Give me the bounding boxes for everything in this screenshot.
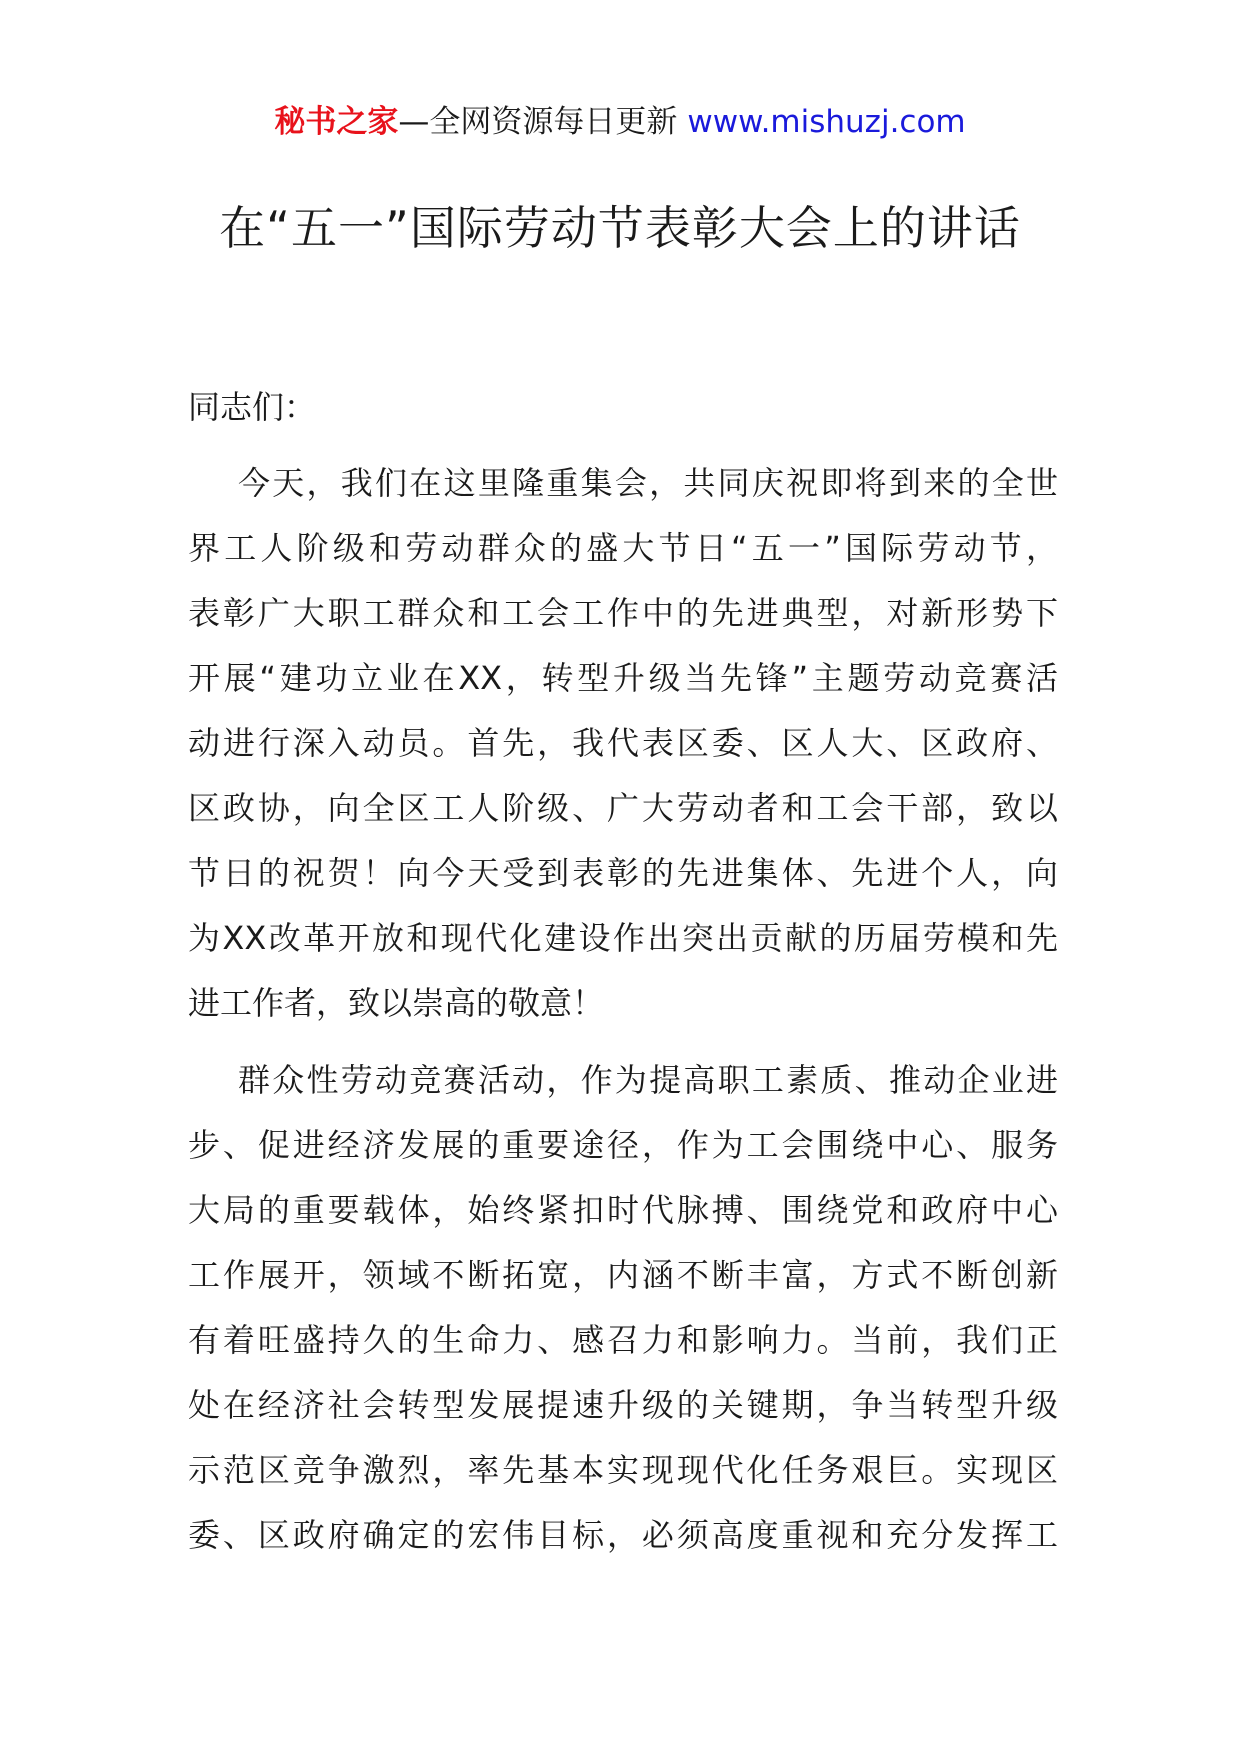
paragraph-2 xyxy=(188,1048,1058,1568)
text-line: 开展“建功立业在XX，转型升级当先锋”主题劳动竞赛活 xyxy=(188,659,1058,697)
document-title: 在“五一”国际劳动节表彰大会上的讲话 xyxy=(219,201,1021,255)
document-body xyxy=(188,385,1058,1580)
text-line: 群众性劳动竞赛活动，作为提高职工素质、推动企业进 xyxy=(238,1061,1058,1099)
text-line: 区政协，向全区工人阶级、广大劳动者和工会干部，致以 xyxy=(188,789,1058,827)
text-line: 示范区竞争激烈，率先基本实现现代化任务艰巨。实现区 xyxy=(188,1451,1058,1489)
text-line: 动进行深入动员。首先，我代表区委、区人大、区政府、 xyxy=(188,724,1058,762)
salutation: 同志们： xyxy=(188,388,317,426)
brand-name: 秘书之家 xyxy=(274,104,399,140)
site-header xyxy=(0,100,1240,144)
text-line: 大局的重要载体，始终紧扣时代脉搏、围绕党和政府中心 xyxy=(188,1191,1058,1229)
text-line: 有着旺盛持久的生命力、感召力和影响力。当前，我们正 xyxy=(188,1321,1058,1359)
text-line: 处在经济社会转型发展提速升级的关键期，争当转型升级 xyxy=(188,1386,1058,1424)
text-line: 表彰广大职工群众和工会工作中的先进典型，对新形势下 xyxy=(188,594,1058,632)
text-line: 界工人阶级和劳动群众的盛大节日“五一”国际劳动节， xyxy=(188,529,1058,567)
site-url-link[interactable]: www.mishuzj.com xyxy=(687,104,966,140)
text-line: 今天，我们在这里隆重集会，共同庆祝即将到来的全世 xyxy=(238,464,1058,502)
site-tagline: —全网资源每日更新 xyxy=(398,104,678,140)
text-line: 步、促进经济发展的重要途径，作为工会围绕中心、服务 xyxy=(188,1126,1058,1164)
text-line: 节日的祝贺！向今天受到表彰的先进集体、先进个人，向 xyxy=(188,854,1058,892)
text-line: 工作展开，领域不断拓宽，内涵不断丰富，方式不断创新 xyxy=(188,1256,1058,1294)
text-line: 为XX改革开放和现代化建设作出突出贡献的历届劳模和先 xyxy=(188,919,1058,957)
paragraph-1 xyxy=(188,451,1058,1036)
text-line: 进工作者，致以崇高的敬意！ xyxy=(188,984,605,1022)
text-line: 委、区政府确定的宏伟目标，必须高度重视和充分发挥工 xyxy=(188,1516,1058,1554)
